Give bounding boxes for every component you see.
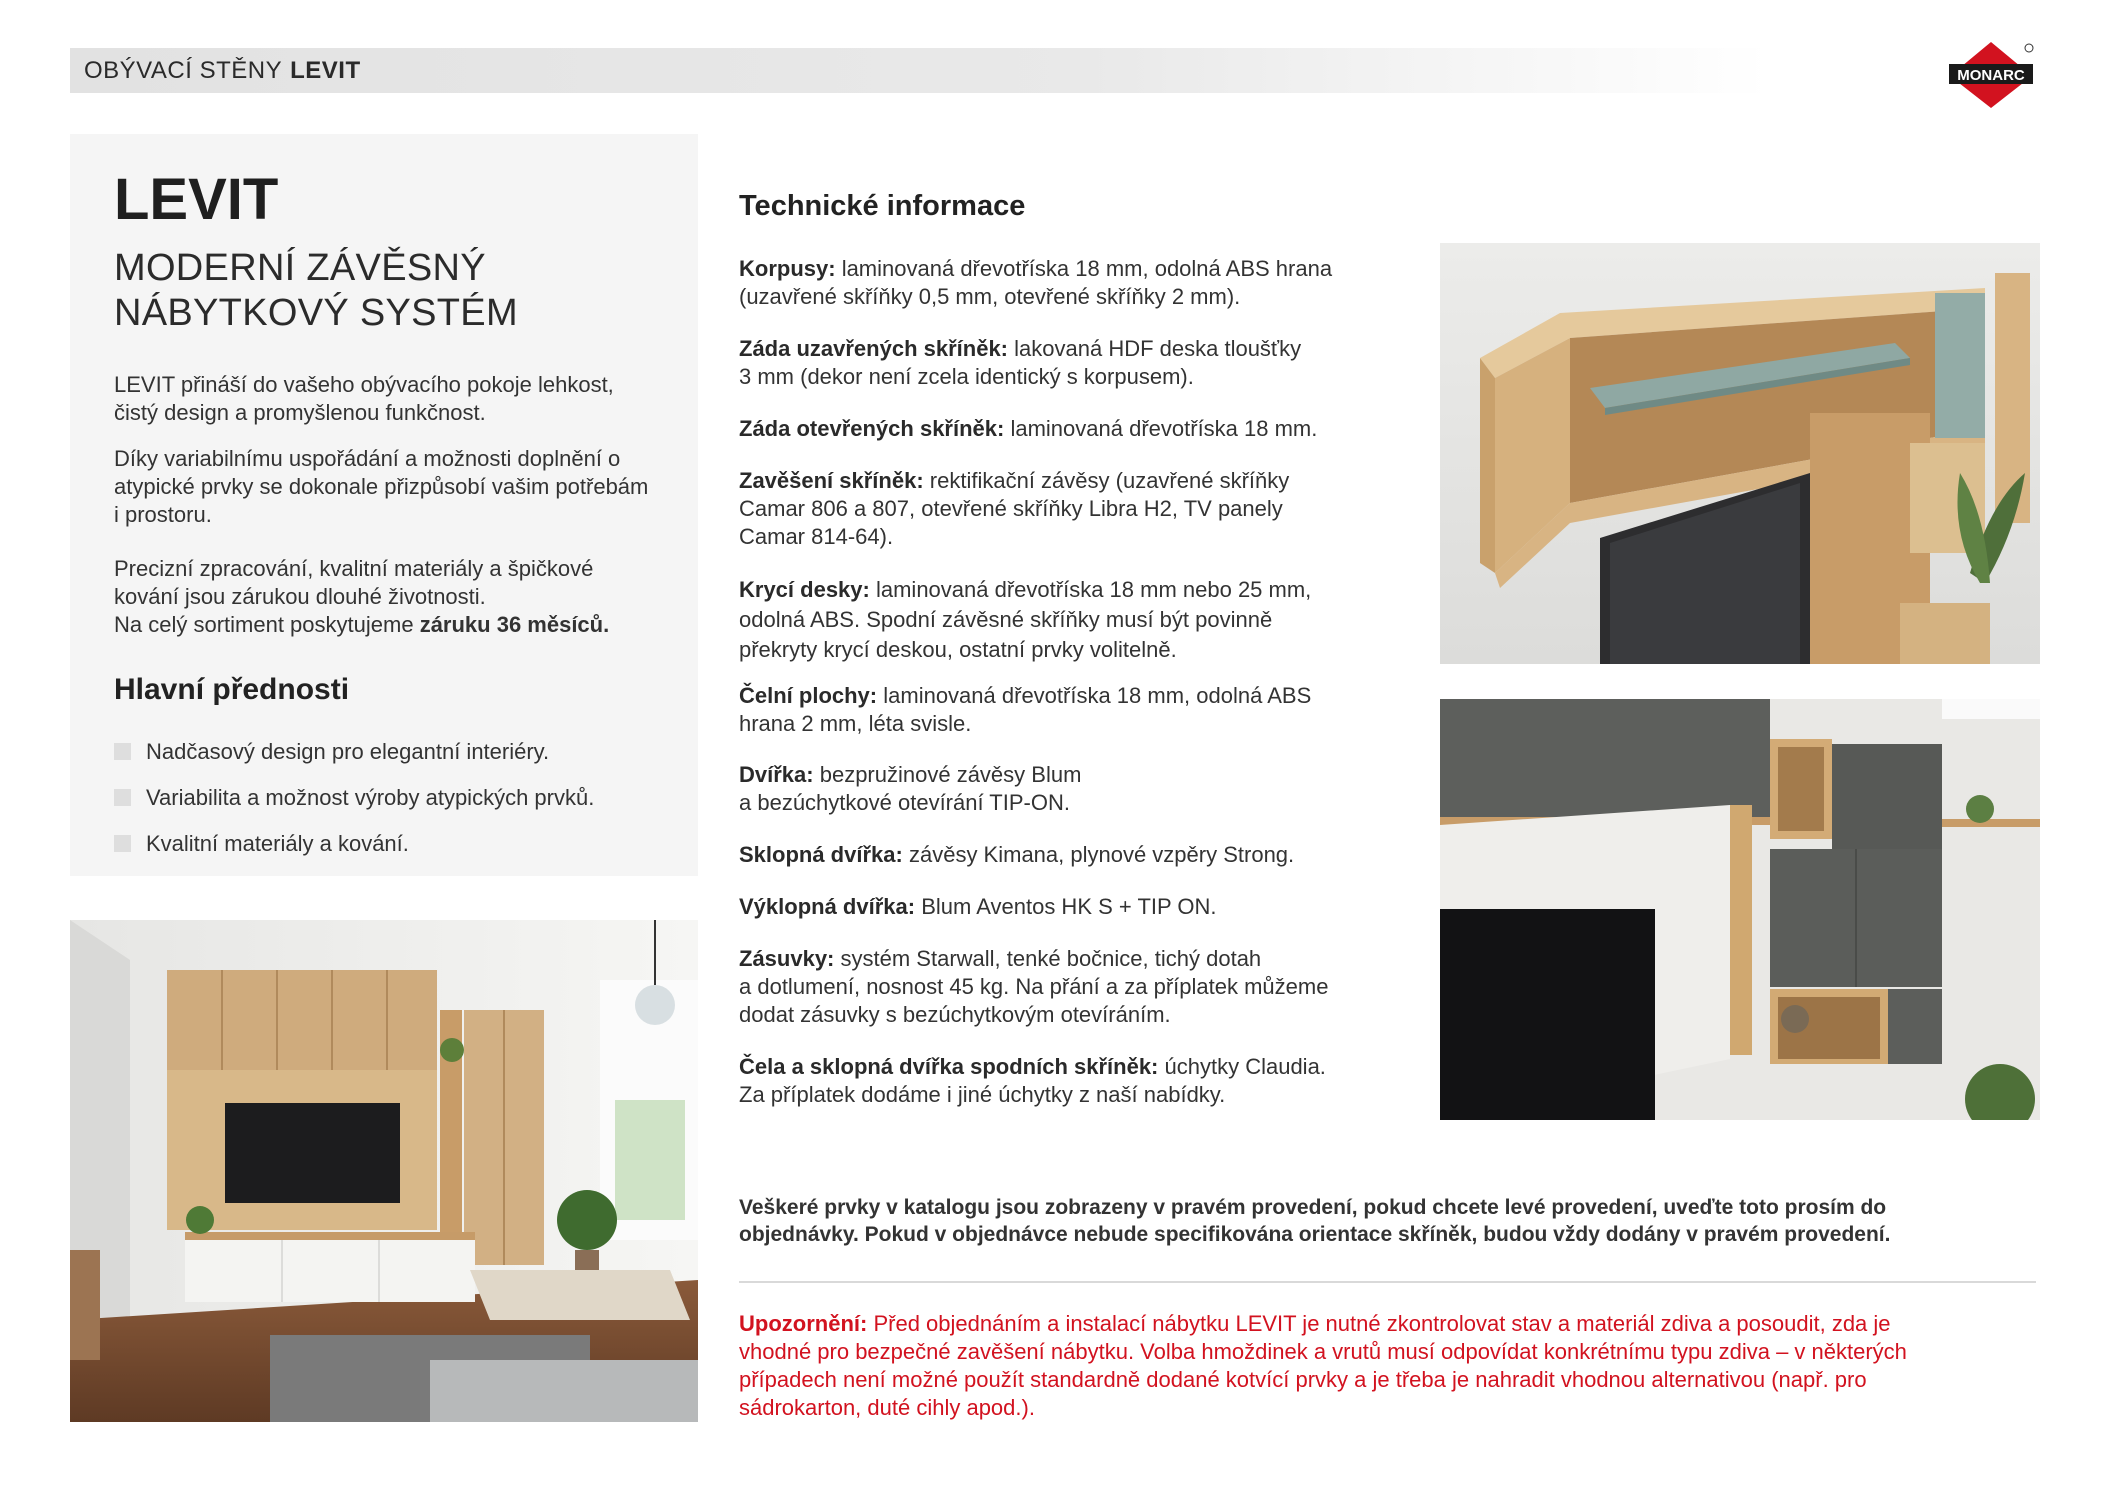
living-room-photo bbox=[70, 920, 698, 1422]
warning-label: Upozornění: bbox=[739, 1311, 868, 1336]
list-item: Variabilita a možnost výroby atypických prvků. bbox=[114, 775, 654, 821]
bullet-square-icon bbox=[114, 789, 131, 806]
monarc-logo bbox=[1946, 40, 2036, 110]
spec-item: Zásuvky: systém Starwall, tenké bočnice, tichý dotah a dotlumení, nosnost 45 kg. Na přání a za příplatek můžeme dodat zásuvky s bezúchytkovým otevíráním. bbox=[739, 946, 1329, 1028]
cabinet-detail-photo bbox=[1440, 243, 2040, 664]
product-title: LEVIT bbox=[114, 167, 279, 232]
advantages-heading: Hlavní přednosti bbox=[114, 672, 350, 706]
spec-item: Čela a sklopná dvířka spodních skříněk: úchytky Claudia. Za příplatek dodáme i jiné úchytky z naší nabídky. bbox=[739, 1054, 1326, 1107]
intro-paragraph: Díky variabilnímu uspořádání a možnosti doplnění o atypické prvky se dokonale přizpůsobí vašim potřebám i prostoru. bbox=[114, 446, 649, 528]
subtitle-line: MODERNÍ ZÁVĚSNÝ bbox=[114, 246, 486, 289]
header-bar bbox=[70, 48, 1770, 93]
spec-item: Čelní plochy: laminovaná dřevotříska 18 mm, odolná ABS hrana 2 mm, léta svisle. bbox=[739, 682, 1312, 736]
warranty-text: Precizní zpracování, kvalitní materiály a špičkové kování jsou zárukou dlouhé životnosti. bbox=[114, 556, 594, 610]
intro-panel bbox=[70, 134, 698, 876]
spec-item: Dvířka: bezpružinové závěsy Blum a bezúchytkové otevírání TIP-ON. bbox=[739, 762, 1082, 816]
technical-info bbox=[739, 190, 1389, 1109]
list-item: Kvalitní materiály a kování. bbox=[114, 821, 654, 867]
header-prefix: OBÝVACÍ STĚNY bbox=[84, 56, 283, 84]
warranty-highlight: záruku 36 měsíců. bbox=[419, 612, 610, 638]
logo-text: MONARC bbox=[1957, 67, 2025, 84]
orientation-note: Veškeré prvky v katalogu jsou zobrazeny v pravém provedení, pokud chcete levé provedení, uveďte toto prosím do objednávky. Pokud v objednávce nebude specifikována orientace skříněk, budou vždy dodány v pravém provedení. bbox=[739, 1196, 1891, 1247]
product-subtitle bbox=[114, 246, 654, 336]
spec-item: Záda uzavřených skříněk: lakovaná HDF deska tloušťky 3 mm (dekor není zcela identický s korpusem). bbox=[739, 335, 1302, 389]
tech-heading: Technické informace bbox=[739, 190, 1026, 222]
list-item: Nadčasový design pro elegantní interiéry. bbox=[114, 729, 654, 775]
spec-item: Zavěšení skříněk: rektifikační závěsy (uzavřené skříňky Camar 806 a 807, otevřené skříňky Libra H2, TV panely Camar 814-64). bbox=[739, 467, 1290, 549]
warranty-paragraph bbox=[114, 555, 654, 639]
spec-item: Krycí desky: laminovaná dřevotříska 18 mm nebo 25 mm, odolná ABS. Spodní závěsné skříňky musí být povinně překryty krycí deskou, ostatní prvky volitelně. bbox=[739, 576, 1312, 663]
bullet-square-icon bbox=[114, 743, 131, 760]
spec-item: Sklopná dvířka: závěsy Kimana, plynové vzpěry Strong. bbox=[739, 842, 1295, 868]
installation-warning: Upozornění: Před objednáním a instalací nábytku LEVIT je nutné zkontrolovat stav a materiál zdiva a posoudit, zda je vhodné pro bezpečné zavěšení nábytku. Volba hmoždinek a vrutů musí odpovídat konkrétnímu typu zdiva – v některých případech není možné použít standardně dodané kotvící prvky a je třeba je nahradit vhodnou alternativou (např. pro sádrokarton, duté cihly apod.). bbox=[739, 1311, 1907, 1420]
spec-item: Korpusy: laminovaná dřevotříska 18 mm, odolná ABS hrana (uzavřené skříňky 0,5 mm, otevřené skříňky 2 mm). bbox=[739, 256, 1333, 309]
advantages-list bbox=[114, 729, 654, 867]
spec-item: Výklopná dvířka: Blum Aventos HK S + TIP ON. bbox=[739, 894, 1217, 920]
intro-paragraph: LEVIT přináší do vašeho obývacího pokoje lehkost, čistý design a promyšlenou funkčnost. bbox=[114, 372, 614, 426]
wall-unit-photo bbox=[1440, 699, 2040, 1120]
header-product: LEVIT bbox=[290, 56, 361, 84]
bullet-square-icon bbox=[114, 835, 131, 852]
subtitle-line: NÁBYTKOVÝ SYSTÉM bbox=[114, 291, 518, 334]
spec-item: Záda otevřených skříněk: laminovaná dřevotříska 18 mm. bbox=[739, 415, 1318, 441]
warranty-prefix: Na celý sortiment poskytujeme bbox=[114, 612, 414, 638]
divider bbox=[739, 1281, 2036, 1283]
